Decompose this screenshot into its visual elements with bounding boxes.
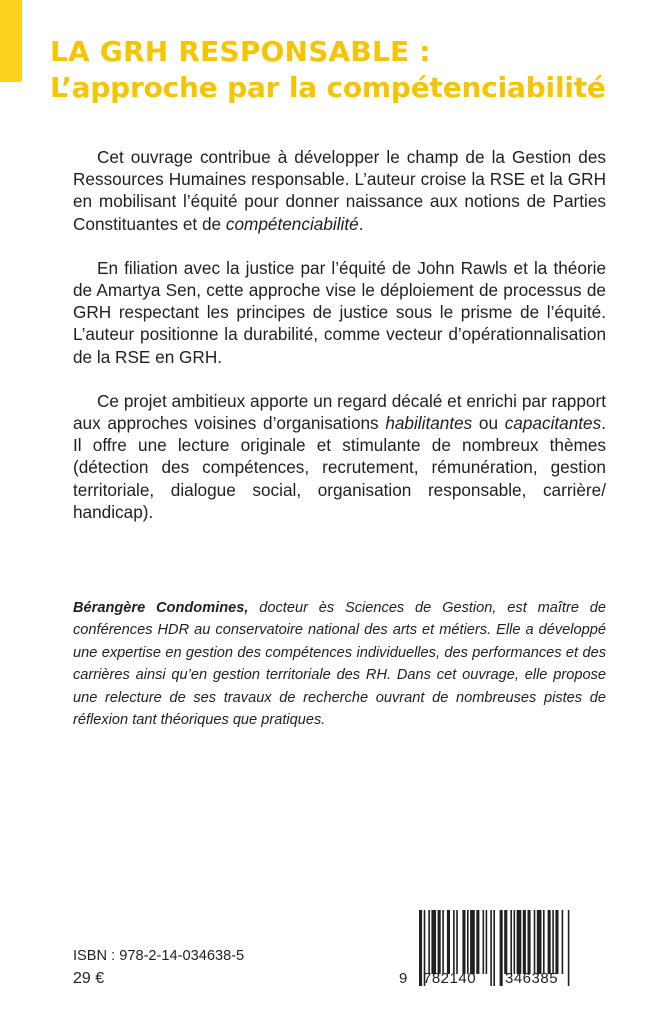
title-line-2: L’approche par la compétenciabilité <box>50 71 606 104</box>
summary-paragraph-3: Ce projet ambitieux apporte un regard décalé et enrichi par rapport aux approches voisines d’organisations habilitantes ou capacitantes. Il offre une lecture originale et stimulante de nombreux thèmes (détection des compétences, recrutement, rémunération, gestion territoriale, dialogue social, organisation responsable, carrière/ handicap). <box>73 390 606 522</box>
emphasis: habilitantes <box>385 413 473 434</box>
title-line-1: LA GRH RESPONSABLE : <box>50 35 431 68</box>
price: 29 € <box>73 970 105 987</box>
isbn: ISBN : 978-2-14-034638-5 <box>73 948 245 964</box>
summary-paragraph-1: Cet ouvrage contribue à développer le champ de la Gestion des Ressources Humaines responsable. L’auteur croise la RSE et la GRH en mobilisant l’équité pour donner naissance aux notions de Parties Constituantes et de compétenciabilité. <box>73 147 606 234</box>
barcode-right-group: 346385 <box>505 970 559 987</box>
back-cover-summary <box>73 146 606 545</box>
summary-paragraph-2: En filiation avec la justice par l’équité de John Rawls et la théorie de Amartya Sen, cette approche vise le déploiement de processus de GRH respectant les principes de justice sous le prisme de l’équité. L’auteur positionne la durabilité, comme vecteur d’opérationnalisation de la RSE en GRH. <box>73 257 606 367</box>
book-title <box>50 34 640 106</box>
emphasis: compétenciabilité <box>225 213 359 234</box>
author-bio-text: docteur ès Sciences de Gestion, est maître de conférences HDR au conservatoire national des arts et métiers. Elle a développé une expertise en gestion des compétences individuelles, des performances et des carrières ainsi qu’en gestion territoriale des RH. Dans cet ouvrage, elle propose une relecture de ses travaux de recherche ouvrant de nombreuses pistes de réflexion tant théoriques que pratiques. <box>73 600 606 729</box>
barcode <box>393 896 598 1002</box>
barcode-first-digit: 9 <box>399 970 408 987</box>
author-bio <box>73 597 606 731</box>
emphasis: capacitantes <box>504 413 602 434</box>
author-name: Bérangère Condomines, <box>73 600 249 616</box>
accent-bar <box>0 0 22 82</box>
barcode-left-group: 782140 <box>423 970 477 987</box>
